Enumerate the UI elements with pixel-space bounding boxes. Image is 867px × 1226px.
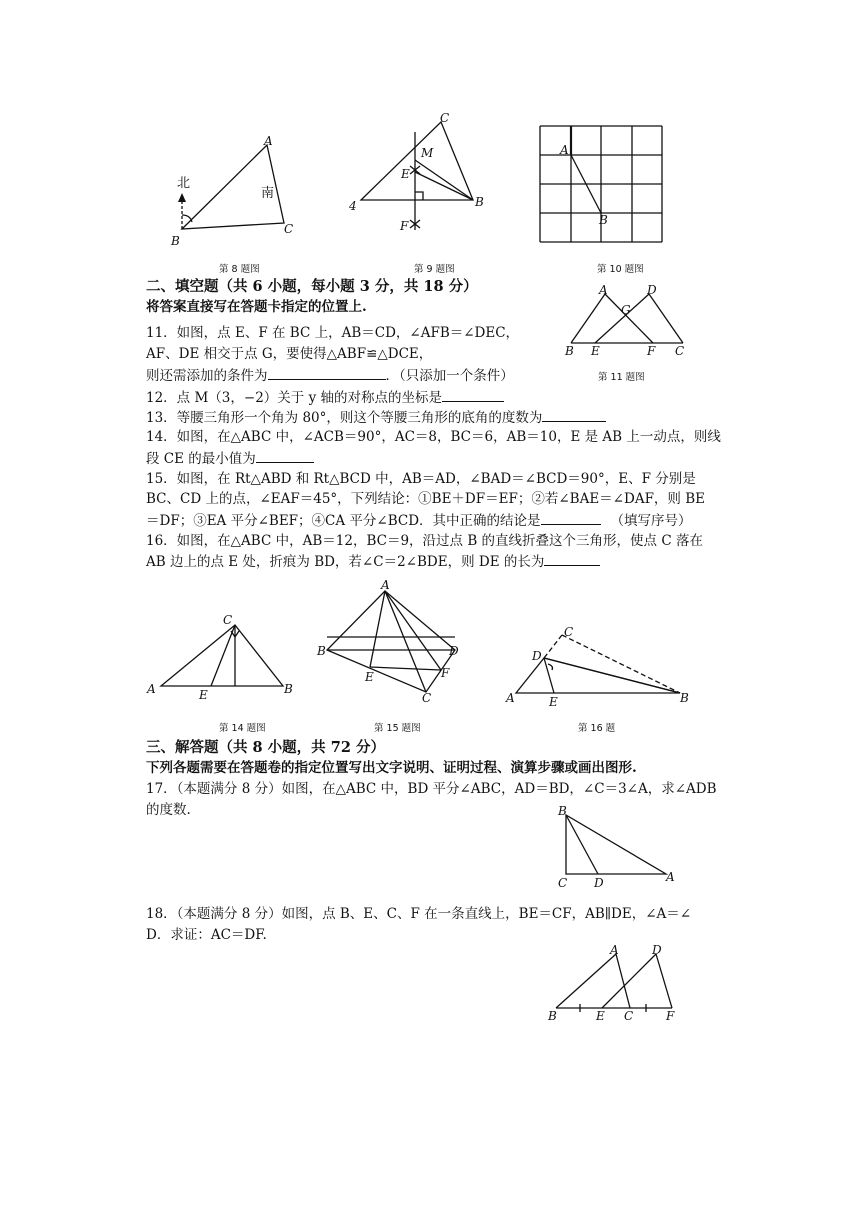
svg-text:B: B	[475, 195, 484, 209]
svg-text:A: A	[560, 143, 569, 157]
figure-9	[345, 112, 495, 242]
svg-text:D: D	[532, 649, 542, 663]
q16-line2	[146, 553, 600, 570]
figure-16	[502, 622, 692, 712]
q16-answer-blank[interactable]	[544, 553, 600, 566]
figure-17	[556, 803, 681, 888]
svg-text:A: A	[381, 578, 390, 592]
q15-text: ＝DF；③EA 平分∠BEF；④CA 平分∠BCD．其中正确的结论是	[146, 513, 541, 529]
q16-text: AB 边上的点 E 处，折痕为 BD，若∠C＝2∠BDE，则 DE 的长为	[146, 554, 545, 570]
svg-text:D: D	[652, 943, 662, 957]
svg-text:D: D	[647, 283, 657, 297]
section-2-instruction: 将答案直接写在答题卡指定的位置上.	[146, 299, 367, 315]
q13-text: 13．等腰三角形一个角为 80°，则这个等腰三角形的底角的度数为	[146, 410, 543, 426]
q14-text: 段 CE 的最小值为	[146, 451, 256, 467]
q11-line3-start: 则还需添加的条件为	[146, 368, 268, 384]
figure-10-caption: 第 10 题图	[597, 264, 644, 275]
figure-9-caption: 第 9 题图	[414, 264, 455, 275]
svg-text:A: A	[610, 943, 619, 957]
q15-note: （填写序号）	[610, 513, 692, 529]
svg-text:B: B	[680, 691, 689, 705]
svg-text:B: B	[565, 344, 574, 358]
svg-text:A: A	[506, 691, 515, 705]
svg-text:4: 4	[349, 199, 357, 213]
svg-text:A: A	[147, 682, 156, 696]
south-label: 南	[261, 186, 275, 201]
q12-line	[146, 389, 504, 406]
svg-text:F: F	[647, 344, 656, 358]
svg-text:A: A	[264, 134, 273, 148]
section-3-instruction: 下列各题需要在答题卷的指定位置写出文字说明、证明过程、演算步骤或画出图形.	[146, 760, 637, 776]
q11-answer-blank[interactable]	[268, 367, 386, 380]
svg-text:B: B	[317, 644, 326, 658]
svg-text:E: E	[365, 670, 374, 684]
q14-line2	[146, 450, 314, 467]
q11-line2: AF、DE 相交于点 G，要使得△ABF≌△DCE，	[146, 346, 433, 362]
q16-line1: 16．如图，在△ABC 中，AB＝12，BC＝9，沿过点 B 的直线折叠这个三角形，使点 C 落在	[146, 533, 703, 549]
q15-line1: 15．如图，在 Rt△ABD 和 Rt△BCD 中，AB＝AD，∠BAD＝∠BCD＝90°，E、F 分别是	[146, 471, 696, 487]
svg-text:B: B	[558, 804, 567, 818]
svg-text:D: D	[449, 644, 459, 658]
svg-text:D: D	[594, 876, 604, 890]
svg-text:E: E	[401, 167, 410, 181]
q15-line2: BC、CD 上的点，∠EAF＝45°，下列结论：①BE＋DF＝EF；②若∠BAE＝∠DAF，则 BE	[146, 491, 705, 507]
q17-line2: 的度数.	[146, 802, 191, 818]
svg-text:C: C	[284, 222, 294, 236]
figure-14	[143, 613, 298, 702]
figure-14-caption: 第 14 题图	[219, 723, 266, 734]
svg-text:B: B	[171, 234, 180, 248]
svg-text:F: F	[441, 666, 450, 680]
svg-text:A: A	[666, 870, 675, 884]
north-label: 北	[177, 176, 191, 191]
svg-text:E: E	[199, 688, 208, 702]
svg-text:G: G	[621, 303, 631, 317]
svg-text:E: E	[596, 1009, 605, 1023]
section-3-heading: 三、解答题（共 8 小题，共 72 分）	[146, 739, 385, 756]
svg-text:M: M	[421, 146, 434, 160]
figure-8-caption: 第 8 题图	[219, 264, 260, 275]
q18-line2: D．求证：AC＝DF.	[146, 927, 267, 943]
svg-text:C: C	[440, 111, 450, 125]
q13-answer-blank[interactable]	[542, 409, 606, 422]
svg-text:C: C	[558, 876, 568, 890]
q14-answer-blank[interactable]	[256, 450, 314, 463]
svg-text:B: B	[284, 682, 293, 696]
figure-11-caption: 第 11 题图	[598, 372, 645, 383]
svg-text:C: C	[624, 1009, 634, 1023]
q15-answer-blank[interactable]	[541, 512, 601, 525]
q11-line3-end: ．（只添加一个条件）	[385, 368, 514, 384]
svg-text:C: C	[564, 625, 574, 639]
figure-16-caption: 第 16 题	[578, 723, 616, 734]
svg-text:F: F	[400, 219, 409, 233]
svg-text:C: C	[422, 691, 432, 705]
svg-text:C: C	[675, 344, 685, 358]
figure-10	[536, 124, 666, 244]
svg-text:B: B	[548, 1009, 557, 1023]
svg-text:B: B	[599, 213, 608, 227]
figure-11	[565, 284, 695, 359]
q17-line1: 17．（本题满分 8 分）如图，在△ABC 中，BD 平分∠ABC，AD＝BD，∠C＝3∠A，求∠ADB	[146, 781, 717, 797]
figure-15-caption: 第 15 题图	[374, 723, 421, 734]
figure-18	[546, 940, 686, 1025]
q18-line1: 18．（本题满分 8 分）如图，点 B、E、C、F 在一条直线上，BE＝CF，AB∥DE，∠A＝∠	[146, 906, 692, 922]
q12-answer-blank[interactable]	[442, 389, 504, 402]
svg-text:C: C	[223, 613, 233, 627]
q12-text: 12．点 M（3，−2）关于 y 轴的对称点的坐标是	[146, 390, 442, 406]
svg-text:F: F	[666, 1009, 675, 1023]
q11-line1: 11．如图，点 E、F 在 BC 上，AB＝CD，∠AFB＝∠DEC，	[146, 325, 520, 341]
section-2-heading: 二、填空题（共 6 小题，每小题 3 分，共 18 分）	[146, 278, 478, 295]
svg-text:E: E	[549, 695, 558, 709]
q15-line3	[146, 512, 692, 529]
figure-15	[315, 577, 465, 705]
q11-line3	[146, 367, 514, 384]
svg-text:E: E	[591, 344, 600, 358]
q14-line1: 14．如图，在△ABC 中，∠ACB＝90°，AC＝8，BC＝6，AB＝10，E 是 AB 上一动点，则线	[146, 429, 721, 445]
svg-text:A: A	[599, 283, 608, 297]
q13-line	[146, 409, 606, 426]
